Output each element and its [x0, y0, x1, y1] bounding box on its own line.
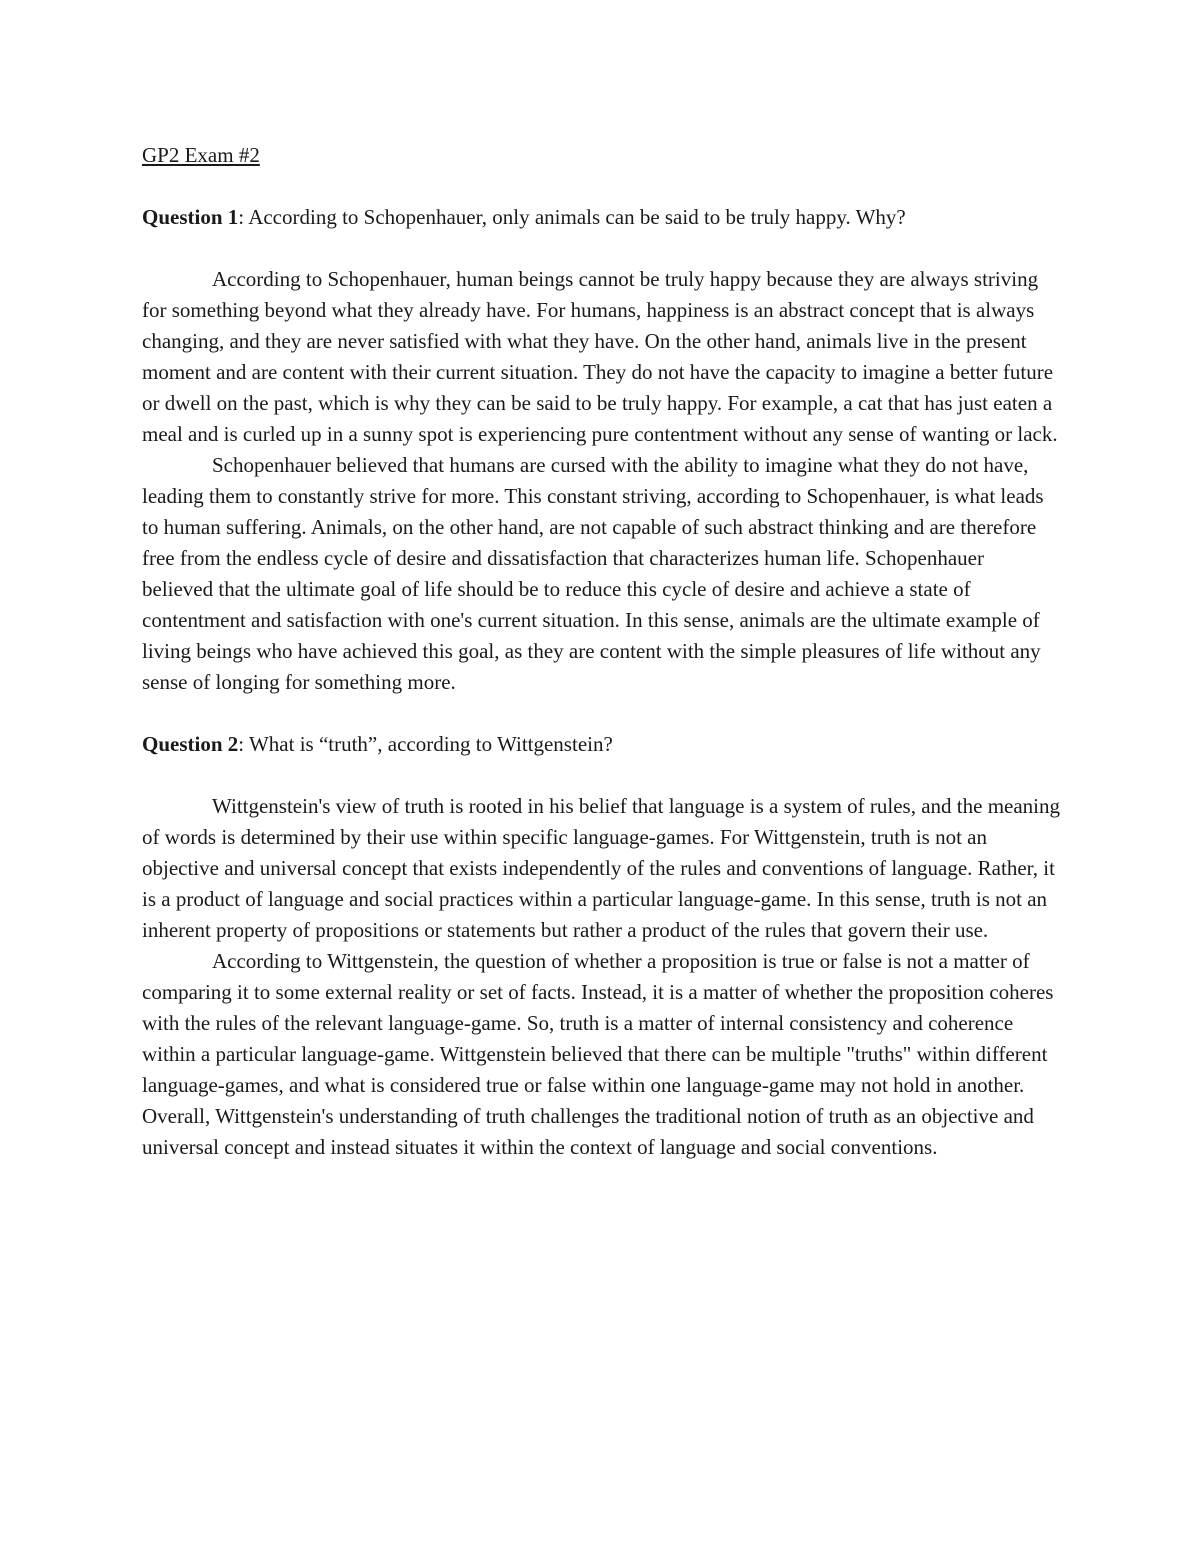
document-page [142, 140, 1060, 1194]
question-2-label: Question 2 [142, 732, 239, 756]
document-title: GP2 Exam #2 [142, 143, 260, 167]
question-1-heading [142, 202, 1060, 233]
question-1-prompt: : According to Schopenhauer, only animals can be said to be truly happy. Why? [238, 205, 906, 229]
answer-paragraph: According to Wittgenstein, the question of whether a proposition is true or false is not a matter of comparing it to some external reality or set of facts. Instead, it is a matter of whether the proposition coheres with the rules of the relevant language-game. So, truth is a matter of internal consistency and coherence within a particular language-game. Wittgenstein believed that there can be multiple "truths" within different language-games, and what is considered true or false within one language-game may not hold in another. Overall, Wittgenstein's understanding of truth challenges the traditional notion of truth as an objective and universal concept and instead situates it within the context of language and social conventions. [142, 949, 1054, 1159]
question-1-answer [142, 264, 1060, 698]
question-2-prompt: : What is “truth”, according to Wittgenstein? [238, 732, 613, 756]
answer-paragraph: Schopenhauer believed that humans are cursed with the ability to imagine what they do not have, leading them to constantly strive for more. This constant striving, according to Schopenhauer, is what leads to human suffering. Animals, on the other hand, are not capable of such abstract thinking and are therefore free from the endless cycle of desire and dissatisfaction that characterizes human life. Schopenhauer believed that the ultimate goal of life should be to reduce this cycle of desire and achieve a state of contentment and satisfaction with one's current situation. In this sense, animals are the ultimate example of living beings who have achieved this goal, as they are content with the simple pleasures of life without any sense of longing for something more. [142, 453, 1044, 694]
question-1-label: Question 1 [142, 205, 239, 229]
question-2-heading [142, 729, 1060, 760]
question-2-answer [142, 791, 1060, 1163]
answer-paragraph: According to Schopenhauer, human beings cannot be truly happy because they are always striving for something beyond what they already have. For humans, happiness is an abstract concept that is always changing, and they are never satisfied with what they have. On the other hand, animals live in the present moment and are content with their current situation. They do not have the capacity to imagine a better future or dwell on the past, which is why they can be said to be truly happy. For example, a cat that has just eaten a meal and is curled up in a sunny spot is experiencing pure contentment without any sense of wanting or lack. [142, 267, 1058, 446]
answer-paragraph: Wittgenstein's view of truth is rooted in his belief that language is a system of rules, and the meaning of words is determined by their use within specific language-games. For Wittgenstein, truth is not an objective and universal concept that exists independently of the rules and conventions of language. Rather, it is a product of language and social practices within a particular language-game. In this sense, truth is not an inherent property of propositions or statements but rather a product of the rules that govern their use. [142, 794, 1060, 942]
